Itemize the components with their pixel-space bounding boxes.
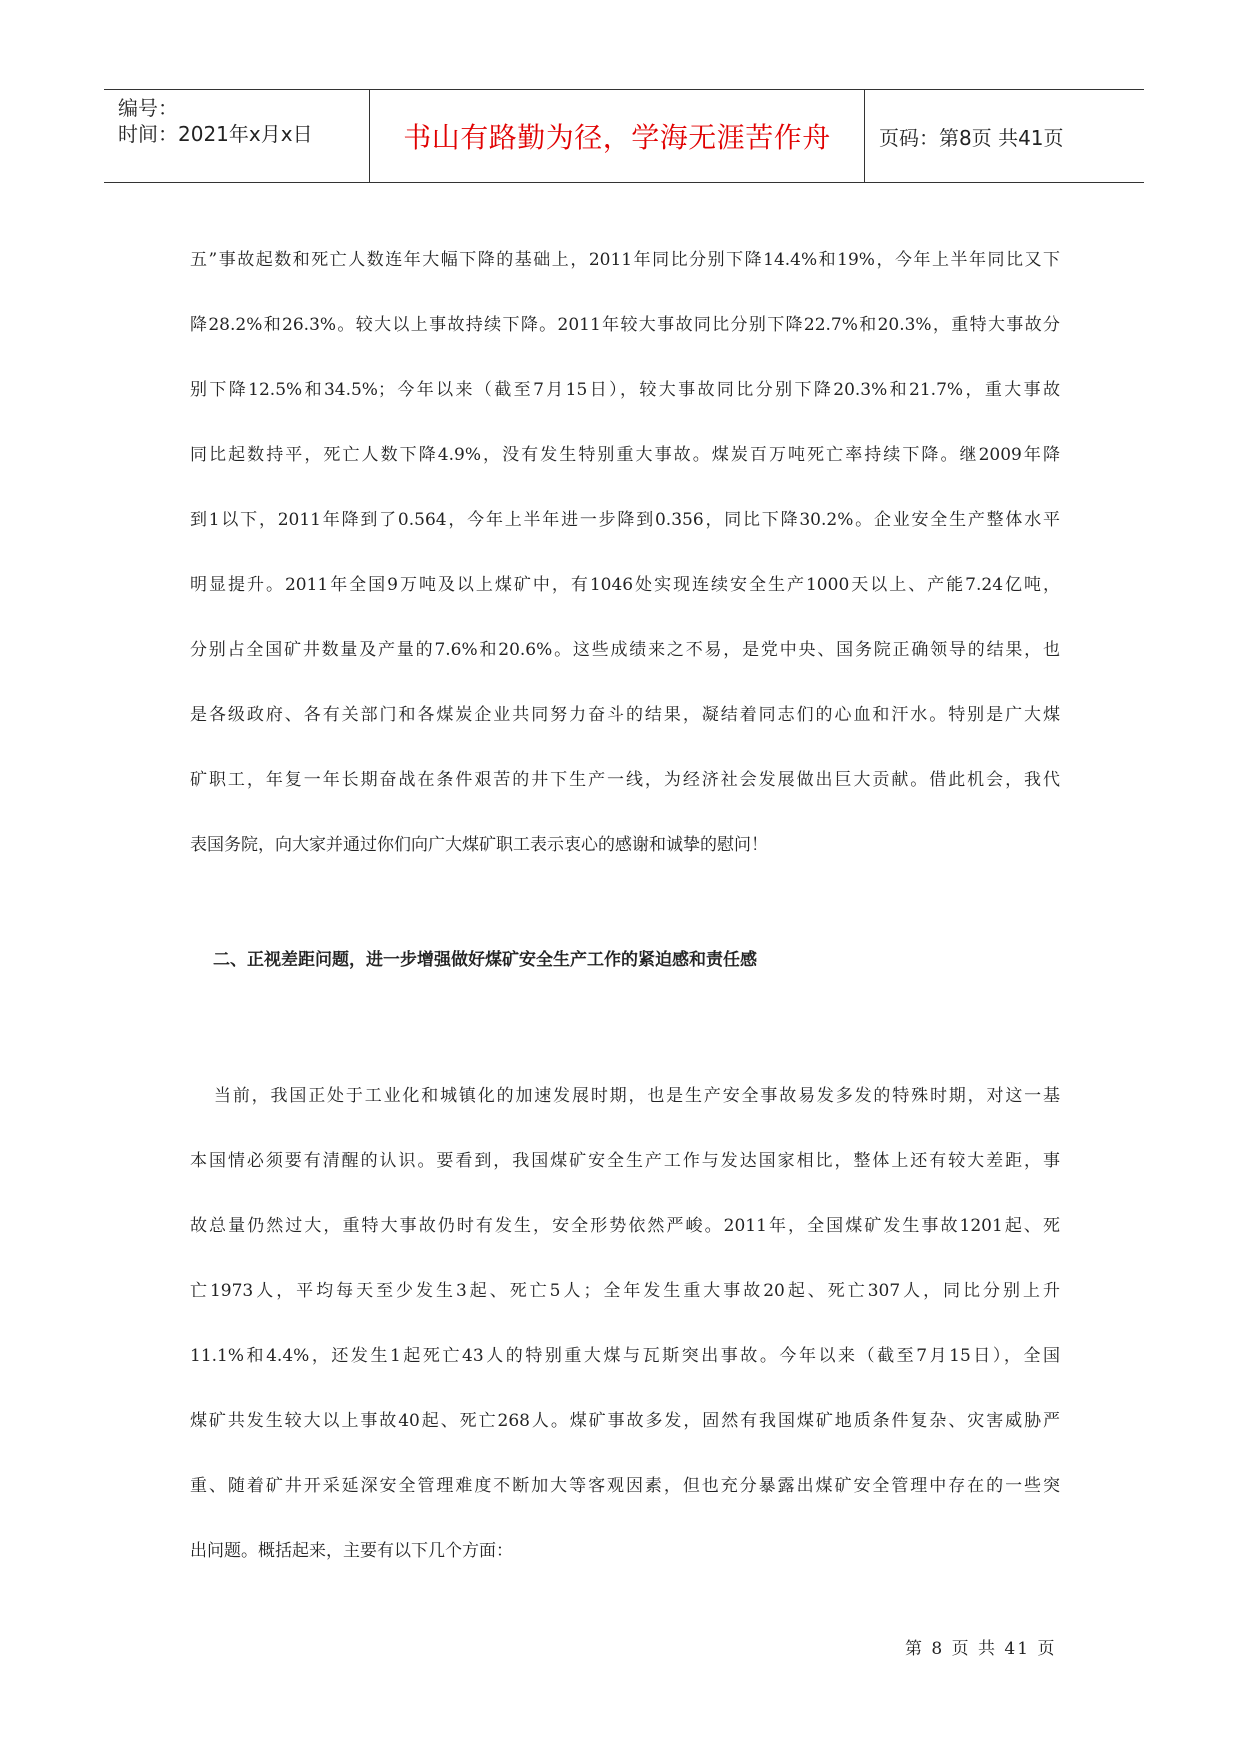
paragraph-line: 表国务院，向大家并通过你们向广大煤矿职工表示衷心的感谢和诚挚的慰问！ [190,835,768,855]
header-page-info: 页码：第8页 共41页 [879,125,1064,150]
section-heading: 二、正视差距问题，进一步增强做好煤矿安全生产工作的紧迫感和责任感 [213,950,757,970]
paragraph-2 [190,1064,1060,1584]
paragraph-line: 出问题。概括起来，主要有以下几个方面： [190,1541,513,1561]
document-number-label: 编号： [118,96,178,120]
paragraph-line: 亡1973人，平均每天至少发生3起、死亡5人；全年发生重大事故20起、死亡307人，同比分别上升 [190,1281,1060,1301]
document-time-label: 时间：2021年x月x日 [118,122,313,146]
paragraph-line: 本国情必须要有清醒的认识。要看到，我国煤矿安全生产工作与发达国家相比，整体上还有较大差距，事 [190,1151,1060,1171]
paragraph-line: 11.1%和4.4%，还发生1起死亡43人的特别重大煤与瓦斯突出事故。今年以来（截至7月15日），全国 [190,1346,1060,1366]
paragraph-line: 降28.2%和26.3%。较大以上事故持续下降。2011年较大事故同比分别下降22.7%和20.3%，重特大事故分 [190,315,1060,335]
header-motto: 书山有路勤为径，学海无涯苦作舟 [403,121,831,154]
paragraph-line: 同比起数持平，死亡人数下降4.9%，没有发生特别重大事故。煤炭百万吨死亡率持续下降。继2009年降 [190,445,1060,465]
paragraph-line: 是各级政府、各有关部门和各煤炭企业共同努力奋斗的结果，凝结着同志们的心血和汗水。特别是广大煤 [190,705,1060,725]
paragraph-line: 重、随着矿井开采延深安全管理难度不断加大等客观因素，但也充分暴露出煤矿安全管理中存在的一些突 [190,1476,1060,1496]
header-motto-cell [370,90,865,182]
header-meta-cell [104,90,370,182]
footer-page-number: 第 8 页 共 41 页 [905,1639,1057,1659]
paragraph-1 [190,228,1060,878]
paragraph-line: 别下降12.5%和34.5%；今年以来（截至7月15日），较大事故同比分别下降20.3%和21.7%，重大事故 [190,380,1060,400]
document-header [104,89,1144,183]
paragraph-line: 煤矿共发生较大以上事故40起、死亡268人。煤矿事故多发，固然有我国煤矿地质条件复杂、灾害威胁严 [190,1411,1060,1431]
paragraph-line: 矿职工，年复一年长期奋战在条件艰苦的井下生产一线，为经济社会发展做出巨大贡献。借此机会，我代 [190,770,1060,790]
paragraph-line: 故总量仍然过大，重特大事故仍时有发生，安全形势依然严峻。2011年，全国煤矿发生事故1201起、死 [190,1216,1060,1236]
header-page-cell [865,90,1144,182]
paragraph-line: 当前，我国正处于工业化和城镇化的加速发展时期，也是生产安全事故易发多发的特殊时期，对这一基 [214,1086,1060,1106]
paragraph-line: 到1以下，2011年降到了0.564，今年上半年进一步降到0.356，同比下降30.2%。企业安全生产整体水平 [190,510,1060,530]
paragraph-line: 明显提升。2011年全国9万吨及以上煤矿中，有1046处实现连续安全生产1000天以上、产能7.24亿吨， [190,575,1060,595]
paragraph-line: 分别占全国矿井数量及产量的7.6%和20.6%。这些成绩来之不易，是党中央、国务院正确领导的结果，也 [190,640,1060,660]
paragraph-line: 五”事故起数和死亡人数连年大幅下降的基础上，2011年同比分别下降14.4%和19%，今年上半年同比又下 [190,250,1060,270]
